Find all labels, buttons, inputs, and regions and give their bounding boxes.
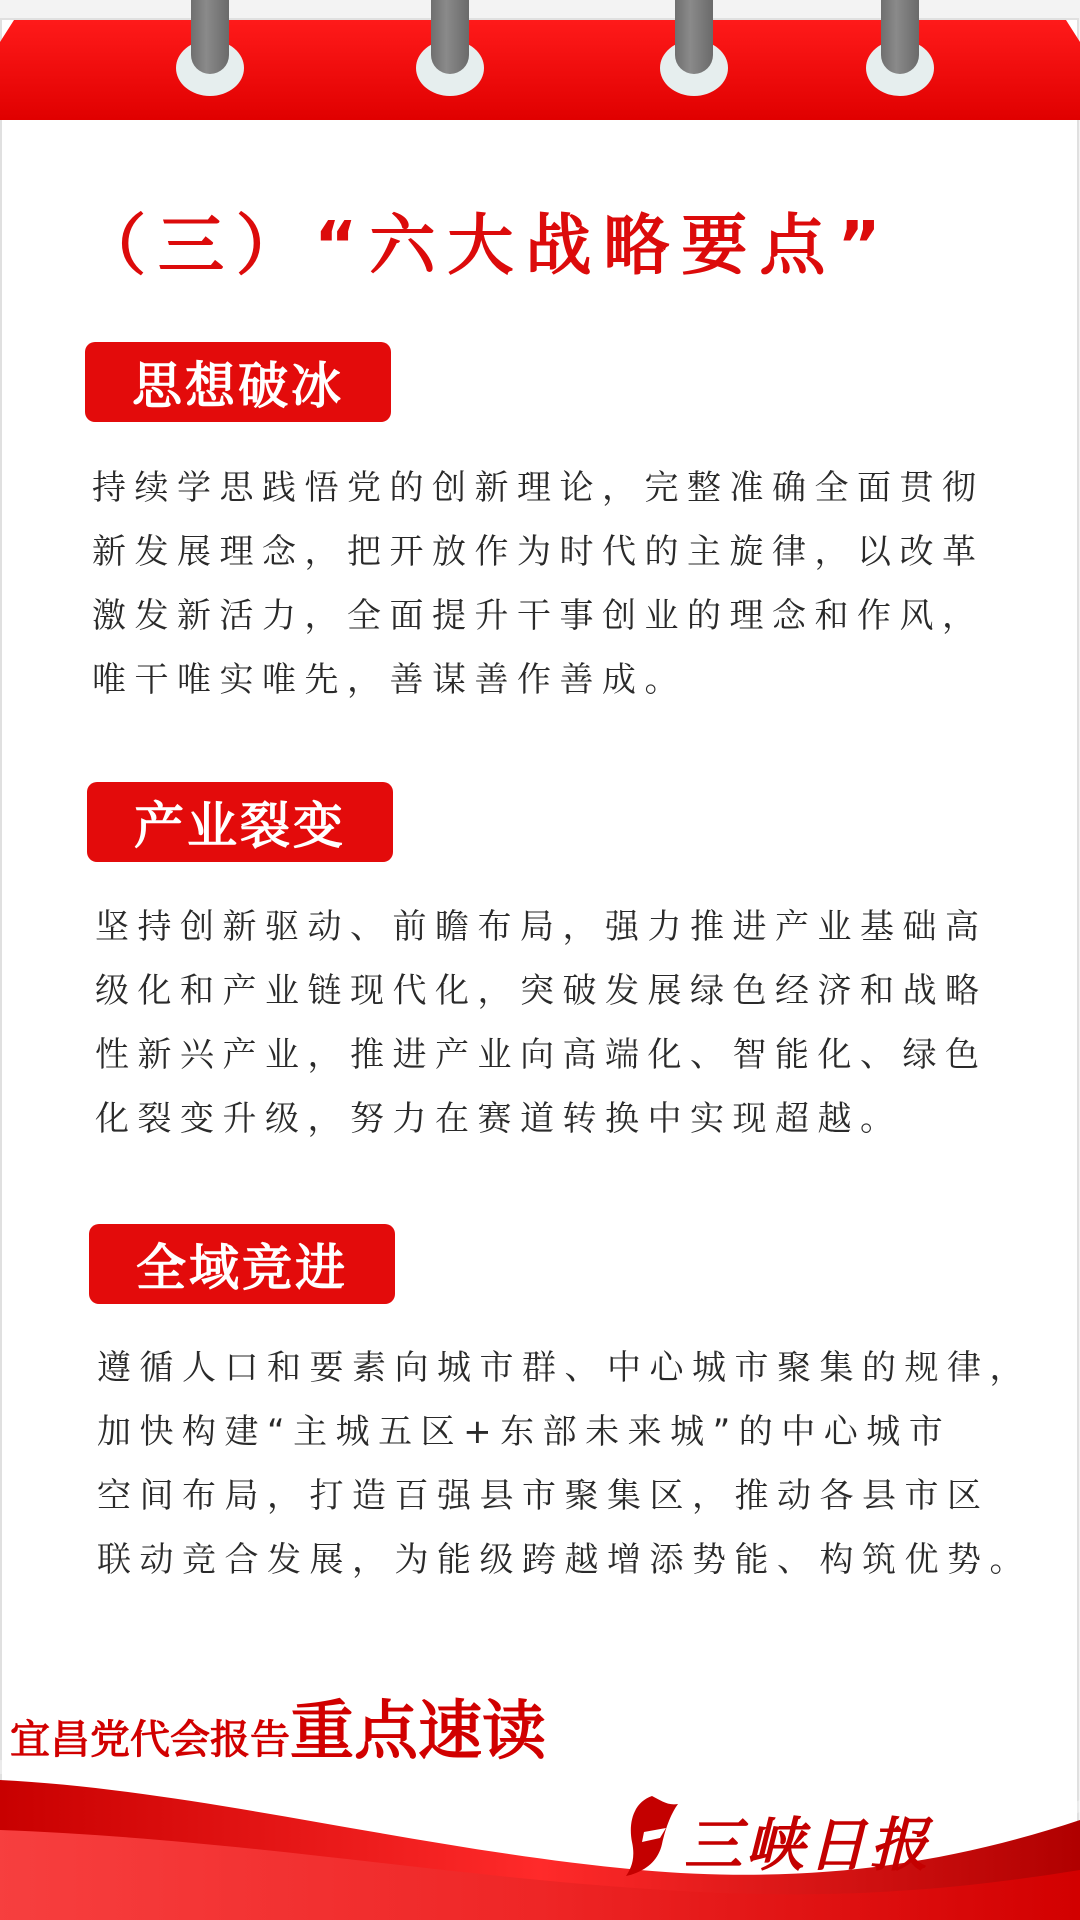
section-paragraph-region: [97, 1336, 1080, 1592]
section-badge-ideology: 思想破冰: [85, 342, 391, 422]
logo-text: 三峡日报: [684, 1811, 933, 1879]
footer-report-title: [10, 1680, 546, 1772]
paragraph-line: 级化和产业链现代化，突破发展绿色经济和战略: [95, 971, 988, 1011]
paragraph-line: 坚持创新驱动、前瞻布局，强力推进产业基础高: [95, 907, 988, 947]
logo-mark-icon: [622, 1792, 682, 1878]
paragraph-line: 化裂变升级，努力在赛道转换中实现超越。: [95, 1099, 903, 1139]
paragraph-line: 唯干唯实唯先，善谋善作善成。: [92, 660, 687, 700]
section-paragraph-industry: [95, 895, 1080, 1151]
paragraph-line: 持续学思践悟党的创新理论，完整准确全面贯彻: [92, 468, 985, 508]
footer-title-small: 宜昌党代会报告: [10, 1717, 290, 1763]
footer-title-big: 重点速读: [290, 1695, 546, 1769]
page-title: （三）“六大战略要点”: [80, 207, 893, 284]
paragraph-line: 联动竞合发展，为能级跨越增添势能、构筑优势。: [97, 1540, 1032, 1580]
section-badge-industry: 产业裂变: [87, 782, 393, 862]
paragraph-line: 空间布局，打造百强县市聚集区，推动各县市区: [97, 1476, 990, 1516]
paragraph-line: 激发新活力，全面提升干事创业的理念和作风，: [92, 596, 985, 636]
paragraph-line: 新发展理念，把开放作为时代的主旋律，以改革: [92, 532, 985, 572]
section-paragraph-ideology: [92, 456, 1080, 712]
paragraph-line: 性新兴产业，推进产业向高端化、智能化、绿色: [95, 1035, 988, 1075]
newspaper-logo-icon: [622, 1792, 933, 1884]
section-badge-region: 全域竞进: [89, 1224, 395, 1304]
paragraph-line: 加快构建“主城五区+东部未来城”的中心城市: [97, 1412, 952, 1452]
paragraph-line: 遵循人口和要素向城市群、中心城市聚集的规律，: [97, 1348, 1032, 1388]
